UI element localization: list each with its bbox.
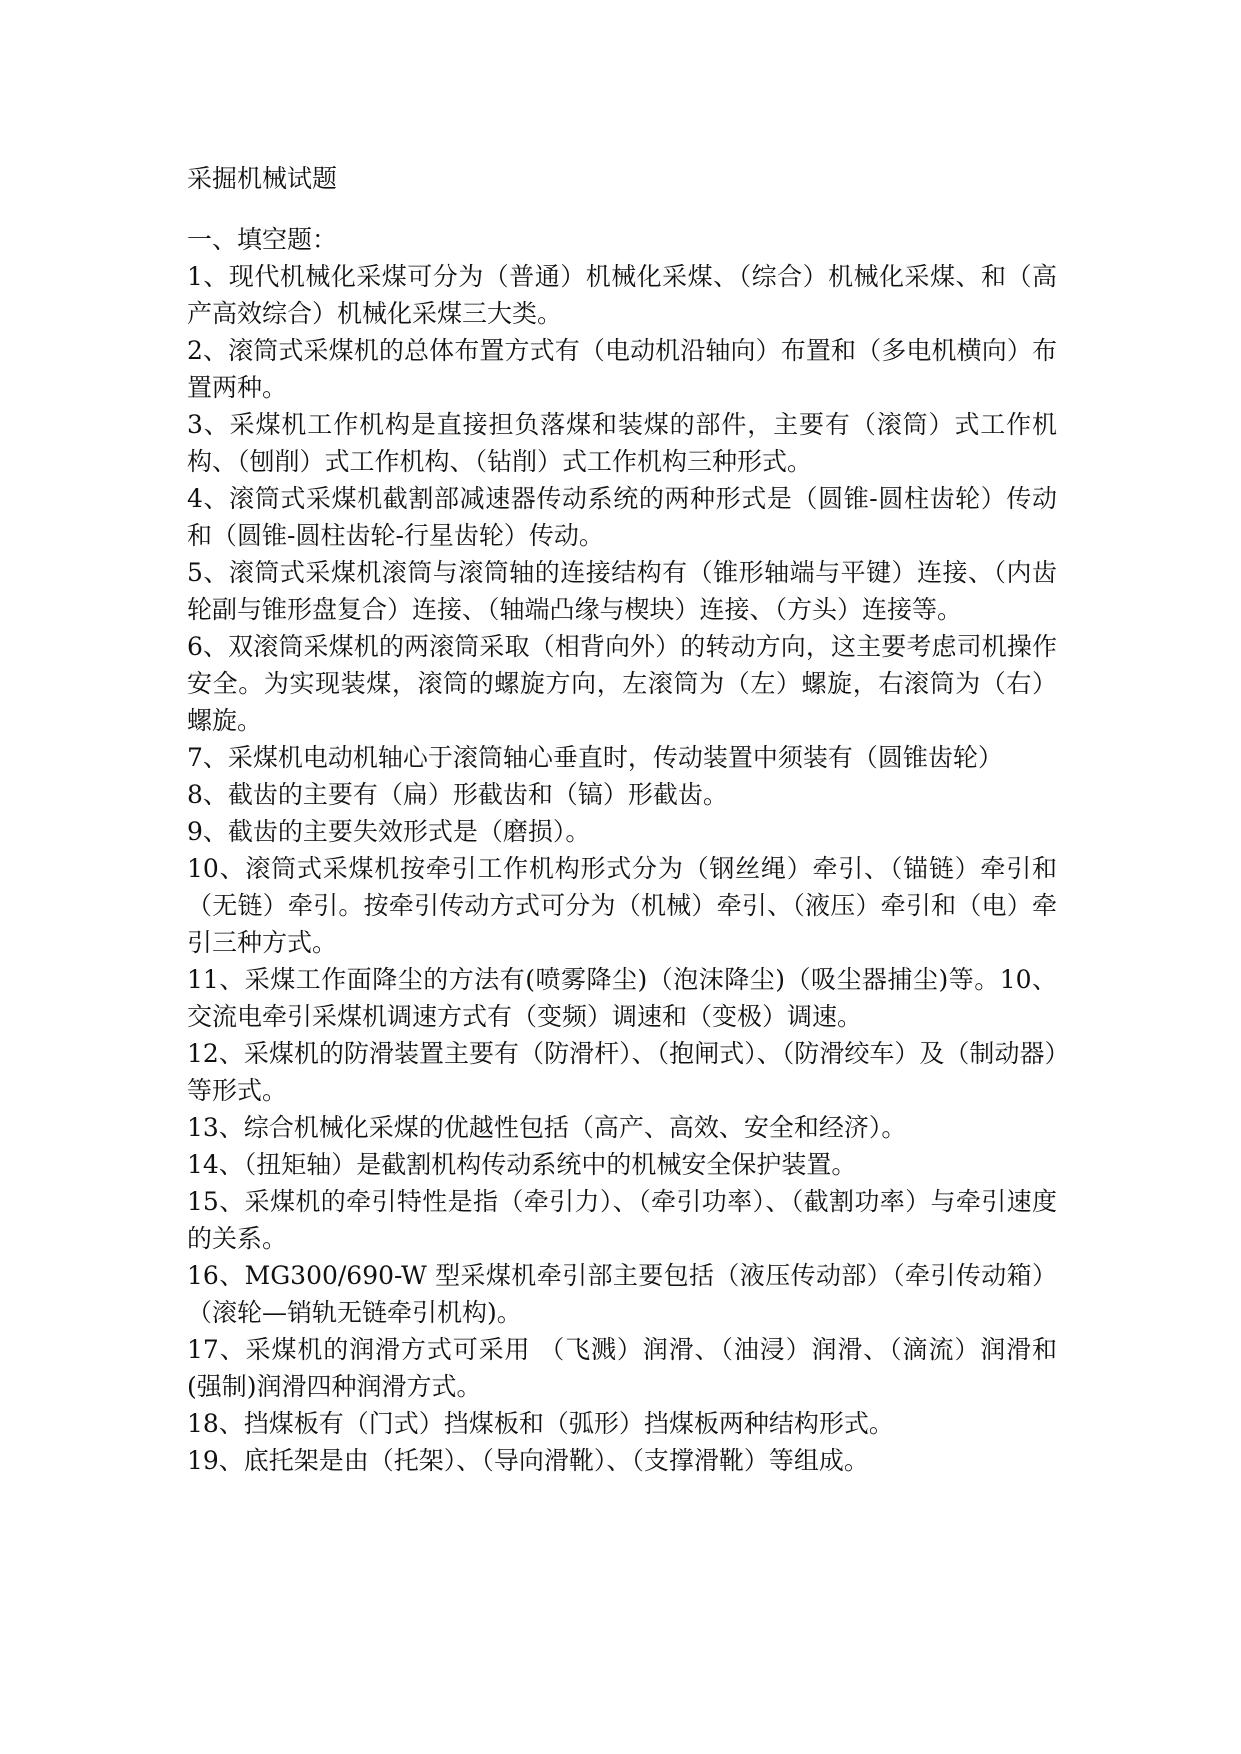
question-item-5: 5、滚筒式采煤机滚筒与滚筒轴的连接结构有（锥形轴端与平键）连接、（内齿轮副与锥形盘复合）连接、（轴端凸缘与楔块）连接、（方头）连接等。 — [187, 558, 1057, 624]
question-item-8: 8、截齿的主要有（扁）形截齿和（镐）形截齿。 — [187, 780, 728, 809]
section-heading-fill-in-blank: 一、填空题： — [187, 225, 338, 254]
question-item-12: 12、采煤机的防滑装置主要有（防滑杆）、（抱闸式）、（防滑绞车）及（制动器）等形式。 — [187, 1039, 1057, 1105]
question-item-19: 19、底托架是由（托架）、（导向滑靴）、（支撑滑靴）等组成。 — [187, 1446, 869, 1475]
question-item-18: 18、挡煤板有（门式）挡煤板和（弧形）挡煤板两种结构形式。 — [187, 1409, 894, 1438]
question-item-16: 16、MG300/690-W 型采煤机牵引部主要包括（液压传动部）（牵引传动箱）（滚轮—销轨无链牵引机构)。 — [187, 1261, 1057, 1327]
question-item-10: 10、滚筒式采煤机按牵引工作机构形式分为（钢丝绳）牵引、（锚链）牵引和（无链）牵引。按牵引传动方式可分为（机械）牵引、（液压）牵引和（电）牵引三种方式。 — [187, 854, 1057, 957]
question-item-2: 2、滚筒式采煤机的总体布置方式有（电动机沿轴向）布置和（多电机横向）布置两种。 — [187, 336, 1057, 402]
question-item-1: 1、现代机械化采煤可分为（普通）机械化采煤、（综合）机械化采煤、和（高产高效综合）机械化采煤三大类。 — [187, 262, 1057, 328]
question-item-4: 4、滚筒式采煤机截割部减速器传动系统的两种形式是（圆锥-圆柱齿轮）传动和（圆锥-圆柱齿轮-行星齿轮）传动。 — [187, 484, 1057, 550]
question-list — [187, 258, 1057, 1479]
question-item-17: 17、采煤机的润滑方式可采用 （飞溅）润滑、（油浸）润滑、（滴流）润滑和(强制)润滑四种润滑方式。 — [187, 1335, 1057, 1401]
question-item-3: 3、采煤机工作机构是直接担负落煤和装煤的部件，主要有（滚筒）式工作机构、（刨削）式工作机构、（钻削）式工作机构三种形式。 — [187, 410, 1057, 476]
question-item-9: 9、截齿的主要失效形式是（磨损）。 — [187, 817, 591, 846]
question-item-15: 15、采煤机的牵引特性是指（牵引力）、（牵引功率）、（截割功率）与牵引速度的关系。 — [187, 1187, 1057, 1253]
question-item-7: 7、采煤机电动机轴心于滚筒轴心垂直时，传动装置中须装有（圆锥齿轮） — [187, 743, 1003, 772]
document-page — [187, 160, 1057, 1479]
question-item-11: 11、采煤工作面降尘的方法有(喷雾降尘)（泡沫降尘)（吸尘器捕尘)等。10、交流电牵引采煤机调速方式有（变频）调速和（变极）调速。 — [187, 965, 1057, 1031]
question-item-6: 6、双滚筒采煤机的两滚筒采取（相背向外）的转动方向，这主要考虑司机操作安全。为实现装煤，滚筒的螺旋方向，左滚筒为（左）螺旋，右滚筒为（右）螺旋。 — [187, 632, 1057, 735]
document-title: 采掘机械试题 — [187, 164, 338, 193]
question-item-14: 14、（扭矩轴）是截割机构传动系统中的机械安全保护装置。 — [187, 1150, 857, 1179]
question-item-13: 13、综合机械化采煤的优越性包括（高产、高效、安全和经济）。 — [187, 1113, 907, 1142]
